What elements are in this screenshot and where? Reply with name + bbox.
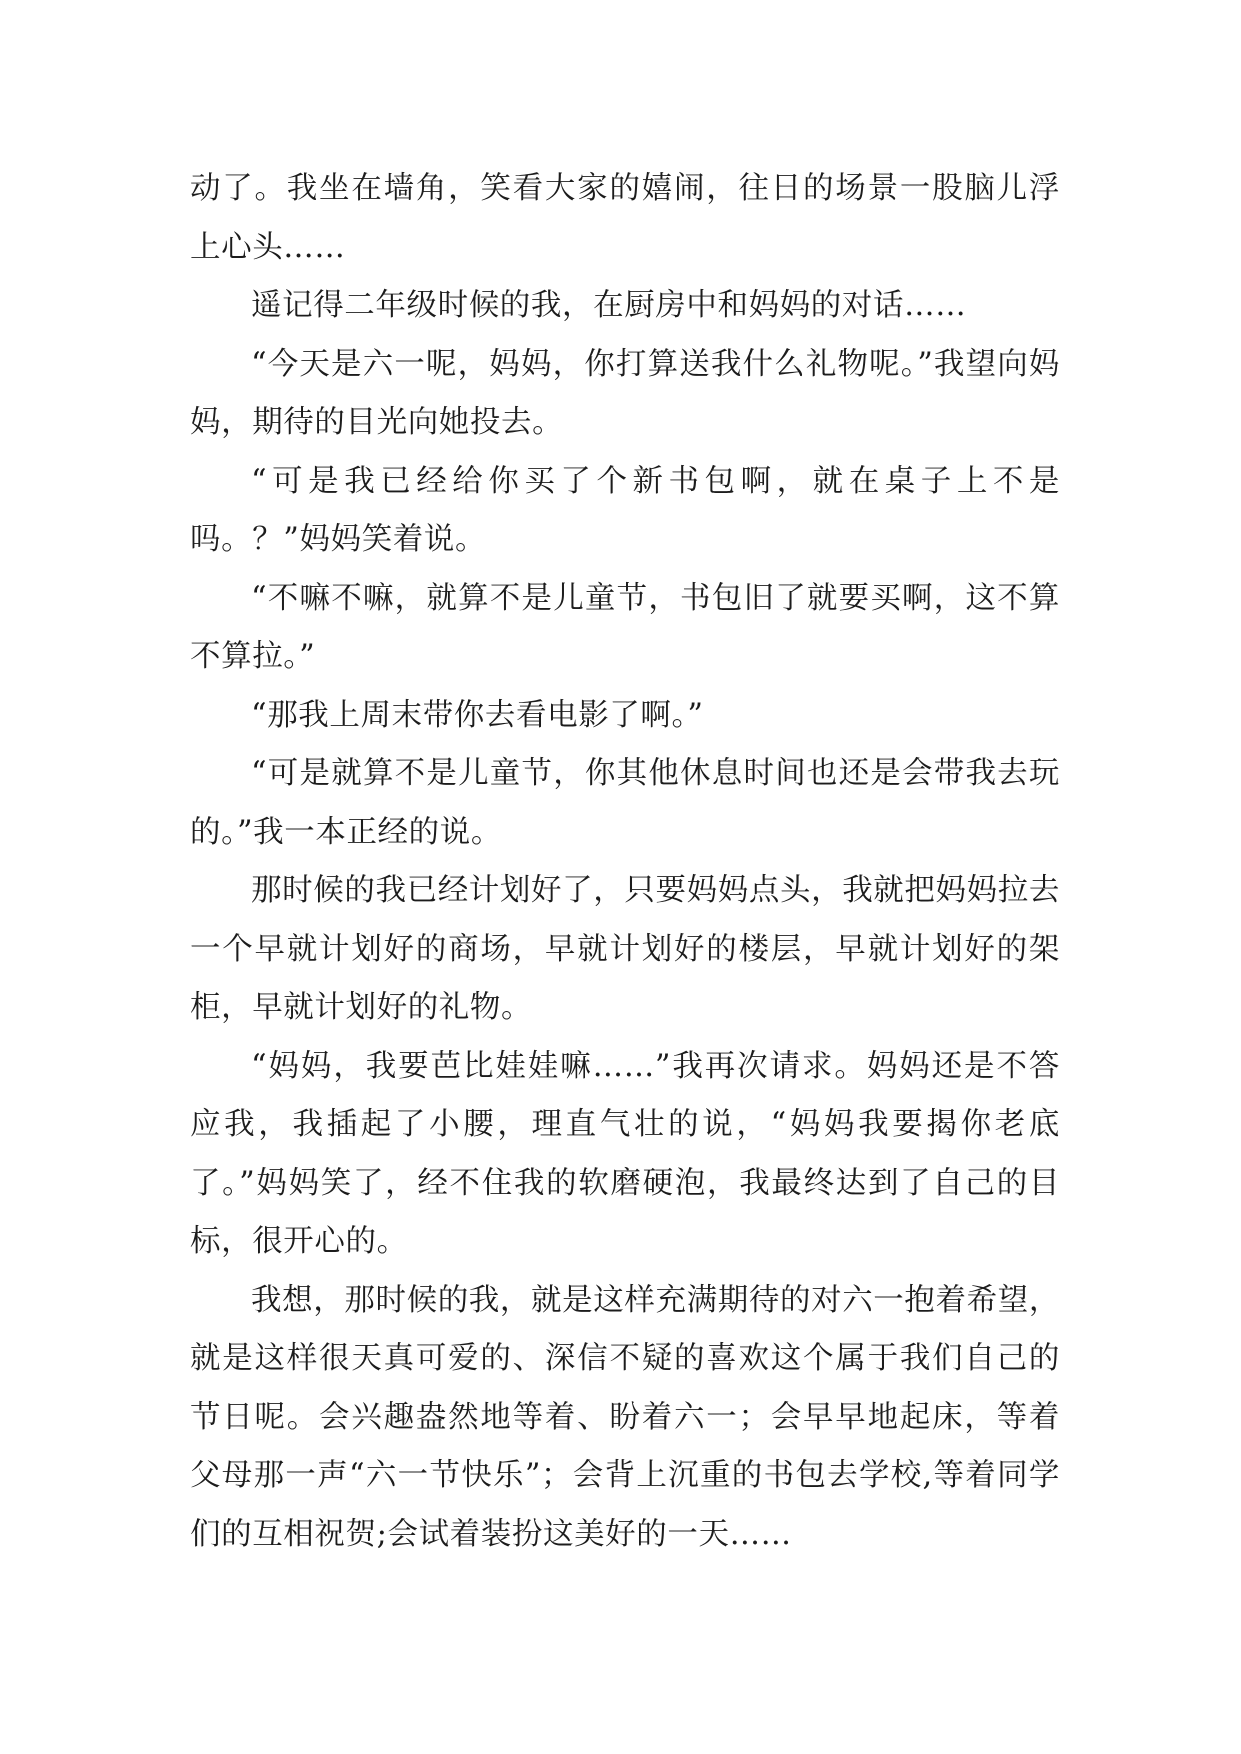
paragraph-3: “今天是六一呢，妈妈，你打算送我什么礼物呢。”我望向妈妈，期待的目光向她投去。 xyxy=(190,346,1060,440)
paragraph-2: 遥记得二年级时候的我，在厨房中和妈妈的对话…… xyxy=(251,288,967,323)
paragraph-8: 那时候的我已经计划好了，只要妈妈点头，我就把妈妈拉去一个早就计划好的商场，早就计划好的楼层，早就计划好的架柜，早就计划好的礼物。 xyxy=(190,873,1060,1025)
paragraph-10: 我想，那时候的我，就是这样充满期待的对六一抱着希望，就是这样很天真可爱的、深信不疑的喜欢这个属于我们自己的节日呢。会兴趣盎然地等着、盼着六一；会早早地起床，等着父母那一声“六一节快乐”；会背上沉重的书包去学校,等着同学们的互相祝贺;会试着装扮这美好的一天…… xyxy=(190,1282,1060,1552)
paragraph-9: “妈妈，我要芭比娃娃嘛……”我再次请求。妈妈还是不答应我，我插起了小腰，理直气壮的说，“妈妈我要揭你老底了。”妈妈笑了，经不住我的软磨硬泡，我最终达到了自己的目标，很开心的。 xyxy=(190,1048,1060,1259)
paragraph-7: “可是就算不是儿童节，你其他休息时间也还是会带我去玩的。”我一本正经的说。 xyxy=(190,756,1060,850)
paragraph-5: “不嘛不嘛，就算不是儿童节，书包旧了就要买啊，这不算不算拉。” xyxy=(190,580,1060,674)
document-page xyxy=(190,160,1060,1564)
paragraph-1: 动了。我坐在墙角，笑看大家的嬉闹，往日的场景一股脑儿浮上心头…… xyxy=(190,171,1060,265)
paragraph-6: “那我上周末带你去看电影了啊。” xyxy=(251,697,704,733)
paragraph-4: “可是我已经给你买了个新书包啊，就在桌子上不是吗。？”妈妈笑着说。 xyxy=(190,463,1060,557)
